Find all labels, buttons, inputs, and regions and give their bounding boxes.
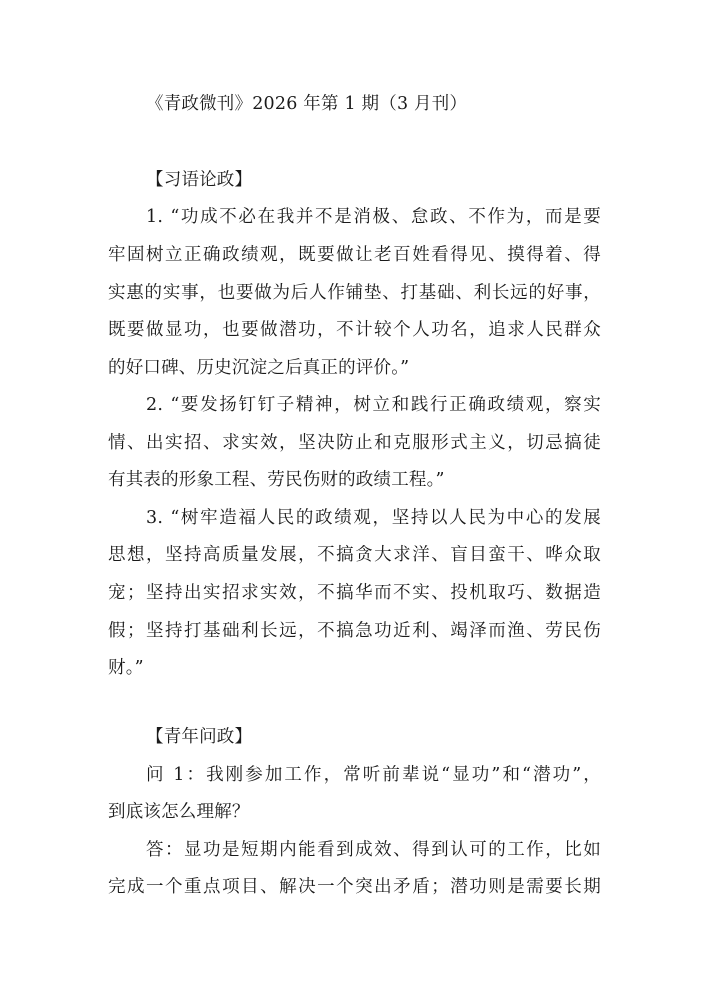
quote-3-line-1: 3. “树牢造福人民的政绩观，坚持以人民为中心的发展 (146, 508, 601, 528)
section-heading-xiyu: 【习语论政】 (146, 170, 253, 190)
quote-3-line-3: 宠；坚持出实招求实效，不搞华而不实、投机取巧、数据造 (108, 583, 601, 603)
question-1-line-2: 到底该怎么理解？ (108, 802, 250, 822)
quote-1-line-4: 既要做显功，也要做潜功，不计较个人功名，追求人民群众 (108, 320, 601, 340)
quote-1-line-5: 的好口碑、历史沉淀之后真正的评价。” (108, 358, 410, 378)
section-heading-qingnian: 【青年问政】 (146, 727, 253, 747)
quote-3-line-4: 假；坚持打基础利长远，不搞急功近利、竭泽而渔、劳民伤 (108, 621, 601, 641)
quote-2-line-1: 2. “要发扬钉钉子精神，树立和践行正确政绩观，察实 (146, 395, 601, 415)
question-1-line-1: 问 1：我刚参加工作，常听前辈说“显功”和“潜功”， (146, 765, 601, 785)
quote-2-line-3: 有其表的形象工程、劳民伤财的政绩工程。” (108, 470, 445, 490)
quote-3-line-2: 思想，坚持高质量发展，不搞贪大求洋、盲目蛮干、哗众取 (108, 545, 601, 565)
document-title: 《青政微刊》2026 年第 1 期（3 月刊） (146, 94, 468, 114)
quote-2-line-2: 情、出实招、求实效，坚决防止和克服形式主义，切忌搞徒 (108, 433, 601, 453)
quote-1-line-1: 1. “功成不必在我并不是消极、怠政、不作为，而是要 (146, 207, 601, 227)
answer-1-line-2: 完成一个重点项目、解决一个突出矛盾；潜功则是需要长期 (108, 877, 601, 897)
quote-3-line-5: 财。” (108, 658, 144, 678)
answer-1-line-1: 答：显功是短期内能看到成效、得到认可的工作，比如 (146, 840, 601, 860)
quote-1-line-3: 实惠的实事，也要做为后人作铺垫、打基础、利长远的好事， (108, 283, 601, 303)
quote-1-line-2: 牢固树立正确政绩观，既要做让老百姓看得见、摸得着、得 (108, 245, 601, 265)
